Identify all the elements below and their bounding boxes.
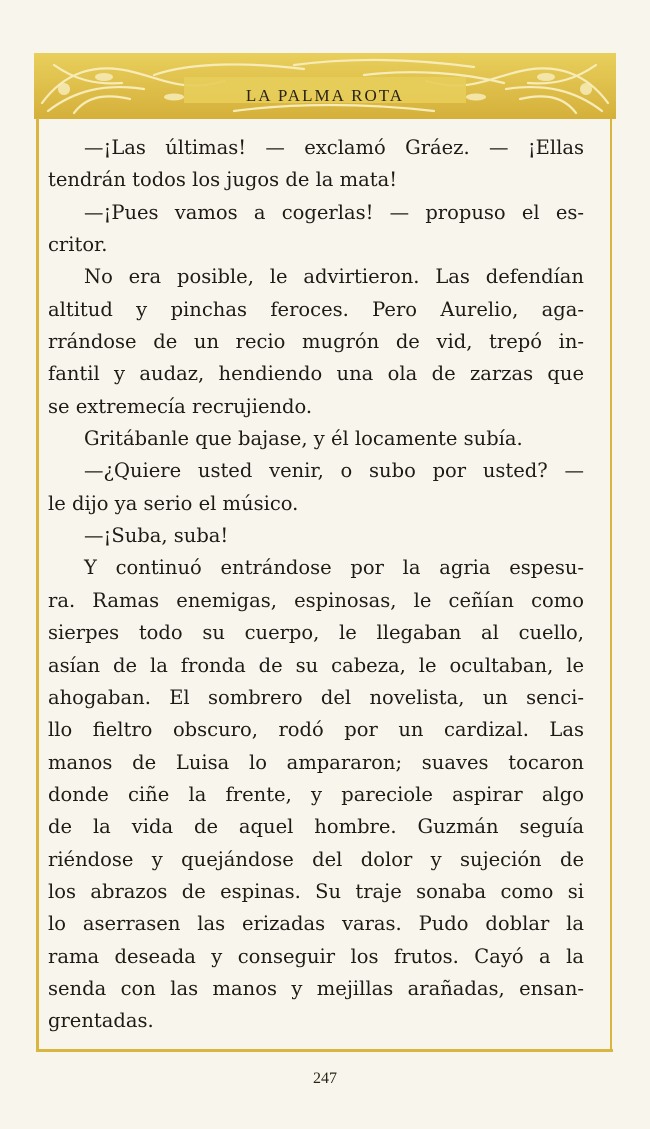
text-line: donde ciñe la frente, y pareciole aspirar algo [48,782,584,806]
page-number: 247 [313,1070,337,1087]
text-line: —¡Suba, suba! [84,524,229,548]
running-title: LA PALMA ROTA [245,86,405,105]
text-line: No era posible, le advirtieron. Las defendían [84,265,584,289]
text-line: altitud y pinchas feroces. Pero Aurelio, aga- [48,297,584,321]
text-line: lo aserrasen las erizadas varas. Pudo doblar la [48,912,584,936]
text-line: le dijo ya serio el músico. [48,491,299,515]
text-line: riéndose y quejándose del dolor y sujeción de [48,847,584,871]
text-line: —¡Las últimas! — exclamó Gráez. — ¡Ellas [84,136,584,159]
text-line: llo fieltro obscuro, rodó por un cardizal. Las [48,718,584,742]
text-line: se extremecía recrujiendo. [48,394,313,418]
text-line: —¿Quiere usted venir, o subo por usted? — [84,459,584,483]
text-line: los abrazos de espinas. Su traje sonaba como si [48,879,584,903]
text-line: fantil y audaz, hendiendo una ola de zarzas que [48,362,584,386]
text-line: tendrán todos los jugos de la mata! [48,168,398,192]
text-line: manos de Luisa lo ampararon; suaves tocaron [48,750,584,774]
text-line: rama deseada y conseguir los frutos. Cayó a la [48,944,584,968]
text-line: senda con las manos y mejillas arañadas, ensan- [48,976,584,1000]
text-line: Gritábanle que bajase, y él locamente subía. [84,427,523,451]
text-line: sierpes todo su cuerpo, le llegaban al cuello, [48,621,584,645]
frame-bottom-rule [36,1049,613,1052]
frame-right-rule [610,118,612,1052]
text-line: critor. [48,233,108,257]
frame-left-rule [36,118,39,1052]
text-line: —¡Pues vamos a cogerlas! — propuso el es- [84,200,584,224]
body-text [48,132,584,1038]
text-line: asían de la fronda de su cabeza, le ocultaban, le [48,653,584,677]
text-line: Y continuó entrándose por la agria espesu- [84,556,584,580]
text-line: rrándose de un recio mugrón de vid, trepó in- [48,330,584,354]
text-line: ra. Ramas enemigas, espinosas, le ceñían como [48,588,584,612]
text-line: ahogaban. El sombrero del novelista, un senci- [48,685,584,709]
text-line: grentadas. [48,1009,154,1033]
text-line: de la vida de aquel hombre. Guzmán seguía [48,815,584,839]
